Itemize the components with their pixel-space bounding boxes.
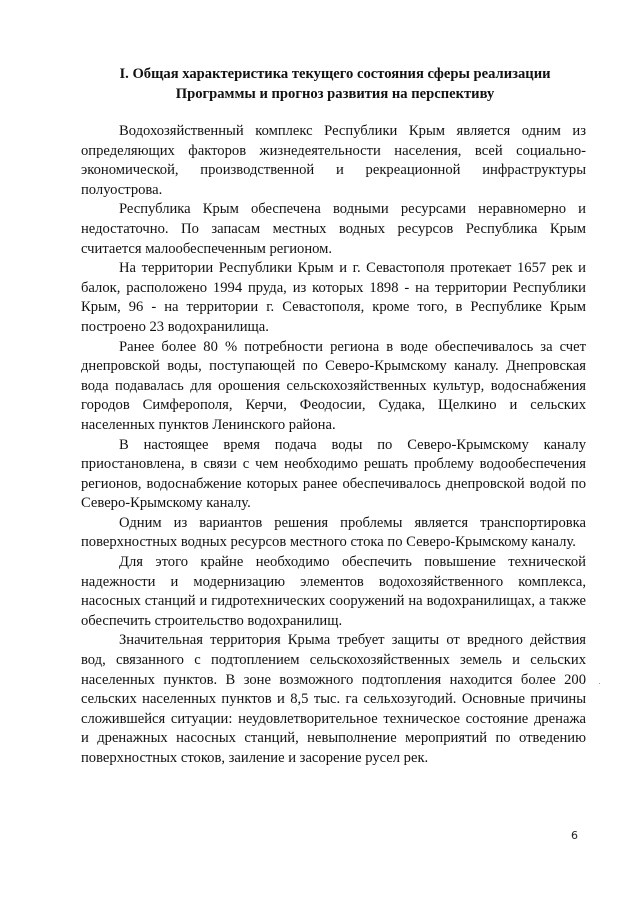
document-body: [81, 122, 586, 769]
page-number: 6: [571, 829, 578, 842]
paragraph-8: Значительная территория Крыма требует защиты от вредного действия вод, связанного с подтоплением сельскохозяйственных земель и сельских населенных пунктов. В зоне возможного подтопления находится более 200 сельских населенных пунктов и 8,5 тыс. га сельхозугодий. Основные причины сложившейся ситуации: неудовлетворительное техническое состояние дренажа и дренажных насосных станций, невыполнение мероприятий по отведению поверхностных стоков, заиление и засорение русел рек.: [81, 632, 586, 766]
paragraph-6: Одним из вариантов решения проблемы является транспортировка поверхностных водных ресурсов местного стока по Северо-Крымскому каналу.: [81, 514, 586, 551]
scan-speck: [599, 683, 600, 684]
paragraph-2: Республика Крым обеспечена водными ресурсами неравномерно и недостаточно. По запасам местных водных ресурсов Республика Крым считается малообеспеченным регионом.: [81, 201, 586, 257]
section-title-line-2: Программы и прогноз развития на перспективу: [175, 86, 495, 102]
section-title: [80, 64, 590, 104]
paragraph-1: Водохозяйственный комплекс Республики Крым является одним из определяющих факторов жизнедеятельности населения, всей социально-экономической, производственной и рекреационной инфраструктуры полуострова.: [81, 123, 586, 198]
paragraph-4: Ранее более 80 % потребности региона в воде обеспечивалось за счет днепровской воды, поступающей по Северо-Крымскому каналу. Днепровская вода подавалась для орошения сельскохозяйственных культур, водоснабжения городов Симферополя, Керчи, Феодосии, Судака, Щелкино и сельских населенных пунктов Ленинского района.: [81, 338, 586, 433]
section-title-line-1: I. Общая характеристика текущего состояния сферы реализации: [119, 66, 551, 82]
paragraph-3: На территории Республики Крым и г. Севастополя протекает 1657 рек и балок, расположено 1994 пруда, из которых 1898 - на территории Республики Крым, 96 - на территории г. Севастополя, кроме того, в Республике Крым построено 23 водохранилища.: [81, 260, 586, 335]
paragraph-5: В настоящее время подача воды по Северо-Крымскому каналу приостановлена, в связи с чем необходимо решать проблему водообеспечения регионов, водоснабжение которых ранее обеспечивалось днепровской водой по Северо-Крымскому каналу.: [81, 436, 586, 512]
paragraph-7: Для этого крайне необходимо обеспечить повышение технической надежности и модернизацию элементов водохозяйственного комплекса, насосных станций и гидротехнических сооружений на водохранилищах, а также обеспечить строительство водохранилищ.: [81, 554, 586, 629]
